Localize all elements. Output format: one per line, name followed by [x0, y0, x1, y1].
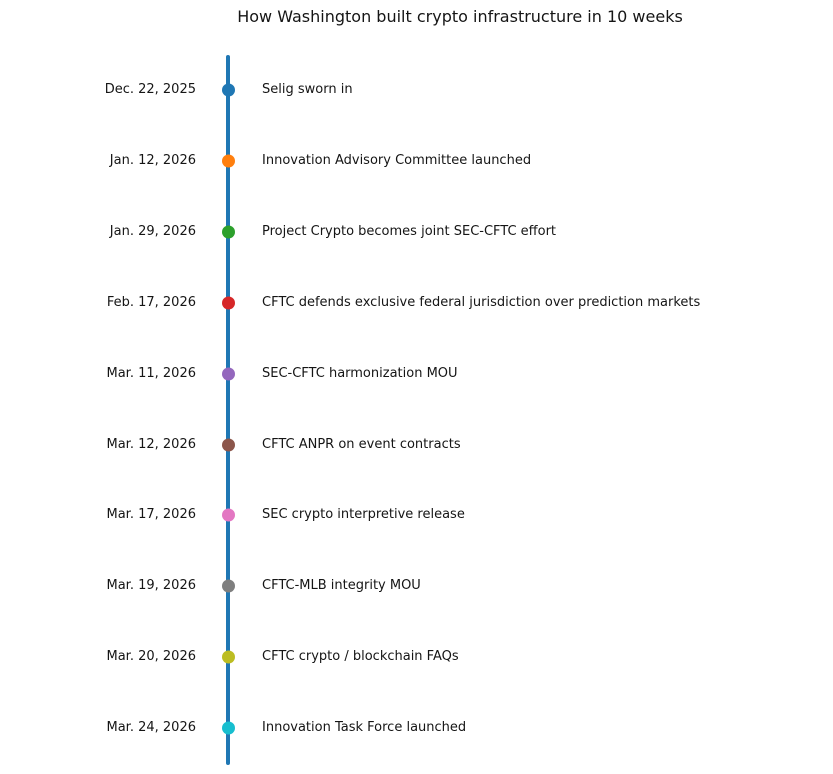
event-marker-dot	[222, 438, 235, 451]
event-marker-dot	[222, 367, 235, 380]
event-date: Mar. 17, 2026	[106, 507, 196, 523]
event-marker-dot	[222, 580, 235, 593]
event-label: Selig sworn in	[262, 82, 353, 97]
event-marker-dot	[222, 651, 235, 664]
event-date: Dec. 22, 2025	[104, 82, 196, 97]
event-marker-dot	[222, 84, 235, 97]
event-date: Jan. 29, 2026	[109, 223, 196, 239]
event-date: Mar. 12, 2026	[106, 436, 196, 452]
event-date: Mar. 11, 2026	[106, 365, 196, 381]
event-label: CFTC ANPR on event contracts	[262, 436, 461, 452]
event-label: CFTC crypto / blockchain FAQs	[262, 649, 459, 665]
event-label: CFTC defends exclusive federal jurisdiction over prediction markets	[262, 294, 701, 310]
event-label: SEC-CFTC harmonization MOU	[262, 365, 458, 381]
event-label: SEC crypto interpretive release	[262, 507, 465, 523]
event-date: Feb. 17, 2026	[106, 294, 196, 310]
event-label: Project Crypto becomes joint SEC-CFTC effort	[262, 223, 557, 239]
event-date: Mar. 19, 2026	[106, 578, 196, 594]
event-marker-dot	[222, 225, 235, 238]
event-date: Jan. 12, 2026	[109, 152, 196, 168]
event-marker-dot	[222, 154, 235, 167]
chart-title: How Washington built crypto infrastructure in 10 weeks	[237, 7, 683, 26]
event-label: Innovation Task Force launched	[262, 720, 467, 736]
event-marker-dot	[222, 296, 235, 309]
event-label: CFTC-MLB integrity MOU	[262, 578, 421, 594]
event-marker-dot	[222, 722, 235, 735]
event-label: Innovation Advisory Committee launched	[262, 152, 532, 168]
event-marker-dot	[222, 509, 235, 522]
event-date: Mar. 20, 2026	[106, 649, 196, 665]
event-date: Mar. 24, 2026	[106, 720, 196, 736]
